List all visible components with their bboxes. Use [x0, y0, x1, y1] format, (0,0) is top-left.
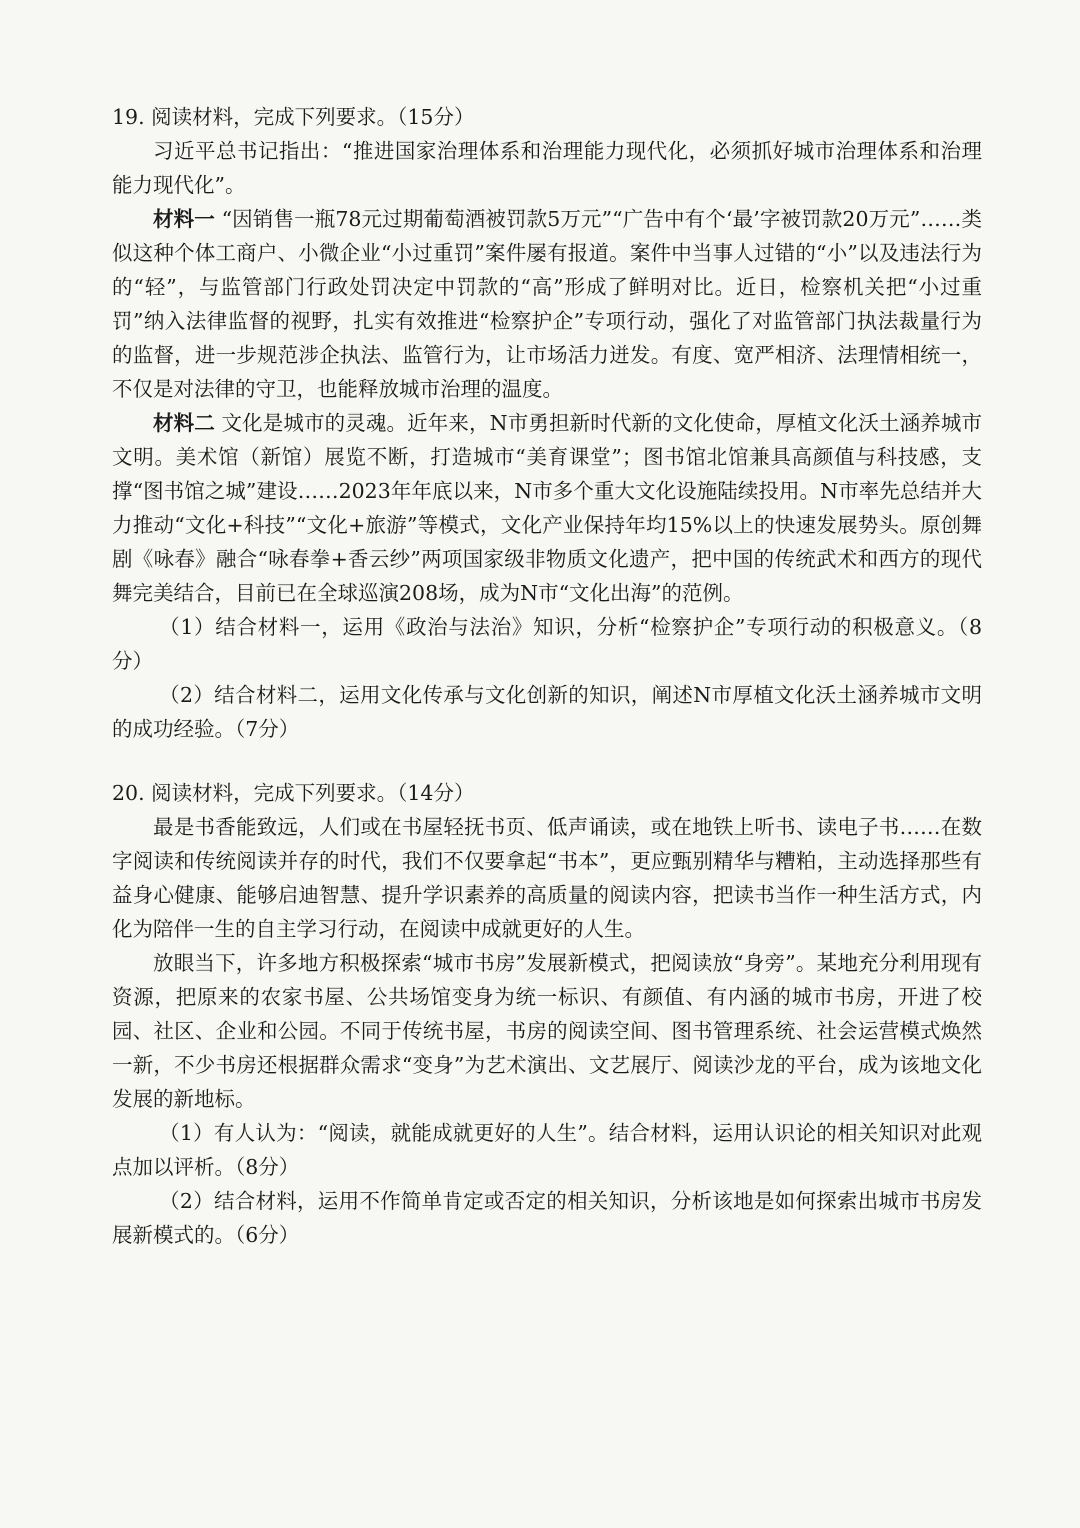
material-2-label: 材料二: [153, 411, 215, 435]
material-2-text: 文化是城市的灵魂。近年来，N市勇担新时代新的文化使命，厚植文化沃土涵养城市文明。美术馆（新馆）展览不断，打造城市“美育课堂”；图书馆北馆兼具高颜值与科技感，支撑“图书馆之城”建设……2023年年底以来，N市多个重大文化设施陆续投用。N市率先总结并大力推动“文化+科技”“文化+旅游”等模式，文化产业保持年均15%以上的快速发展势头。原创舞剧《咏春》融合“咏春拳+香云纱”两项国家级非物质文化遗产，把中国的传统武术和西方的现代舞完美结合，目前已在全球巡演208场，成为N市“文化出海”的范例。: [112, 411, 983, 605]
question-19-intro: 习近平总书记指出：“推进国家治理体系和治理能力现代化，必须抓好城市治理体系和治理能力现代化”。: [112, 139, 982, 197]
question-19-heading: 19. 阅读材料，完成下列要求。（15分）: [112, 105, 475, 129]
material-1: [112, 202, 982, 406]
question-20-heading: 20. 阅读材料，完成下列要求。（14分）: [112, 781, 475, 805]
question-20-paragraph-2: 放眼当下，许多地方积极探索“城市书房”发展新模式，把阅读放“身旁”。某地充分利用现有资源，把原来的农家书屋、公共场馆变身为统一标识、有颜值、有内涵的城市书房，开进了校园、社区、企业和公园。不同于传统书屋，书房的阅读空间、图书管理系统、社会运营模式焕然一新，不少书房还根据群众需求“变身”为艺术演出、文艺展厅、阅读沙龙的平台，成为该地文化发展的新地标。: [112, 951, 982, 1111]
material-1-label: 材料一: [153, 207, 215, 231]
question-19-sub-1: （1）结合材料一，运用《政治与法治》知识，分析“检察护企”专项行动的积极意义。（8分）: [112, 615, 982, 673]
question-20: [112, 776, 982, 1252]
question-20-sub-2: （2）结合材料，运用不作简单肯定或否定的相关知识，分析该地是如何探索出城市书房发展新模式的。（6分）: [112, 1189, 982, 1247]
material-1-text: “因销售一瓶78元过期葡萄酒被罚款5万元”“广告中有个‘最’字被罚款20万元”……类似这种个体工商户、小微企业“小过重罚”案件屡有报道。案件中当事人过错的“小”以及违法行为的“轻”，与监管部门行政处罚决定中罚款的“高”形成了鲜明对比。近日，检察机关把“小过重罚”纳入法律监督的视野，扎实有效推进“检察护企”专项行动，强化了对监管部门执法裁量行为的监督，进一步规范涉企执法、监管行为，让市场活力迸发。有度、宽严相济、法理情相统一，不仅是对法律的守卫，也能释放城市治理的温度。: [112, 207, 982, 401]
question-20-sub-1: （1）有人认为：“阅读，就能成就更好的人生”。结合材料，运用认识论的相关知识对此观点加以评析。（8分）: [112, 1121, 982, 1179]
material-2: [112, 406, 982, 610]
question-19: [112, 100, 982, 746]
question-20-paragraph-1: 最是书香能致远，人们或在书屋轻抚书页、低声诵读，或在地铁上听书、读电子书……在数字阅读和传统阅读并存的时代，我们不仅要拿起“书本”，更应甄别精华与糟粕，主动选择那些有益身心健康、能够启迪智慧、提升学识素养的高质量的阅读内容，把读书当作一种生活方式，内化为陪伴一生的自主学习行动，在阅读中成就更好的人生。: [112, 815, 982, 941]
question-19-sub-2: （2）结合材料二，运用文化传承与文化创新的知识，阐述N市厚植文化沃土涵养城市文明的成功经验。（7分）: [112, 683, 982, 741]
